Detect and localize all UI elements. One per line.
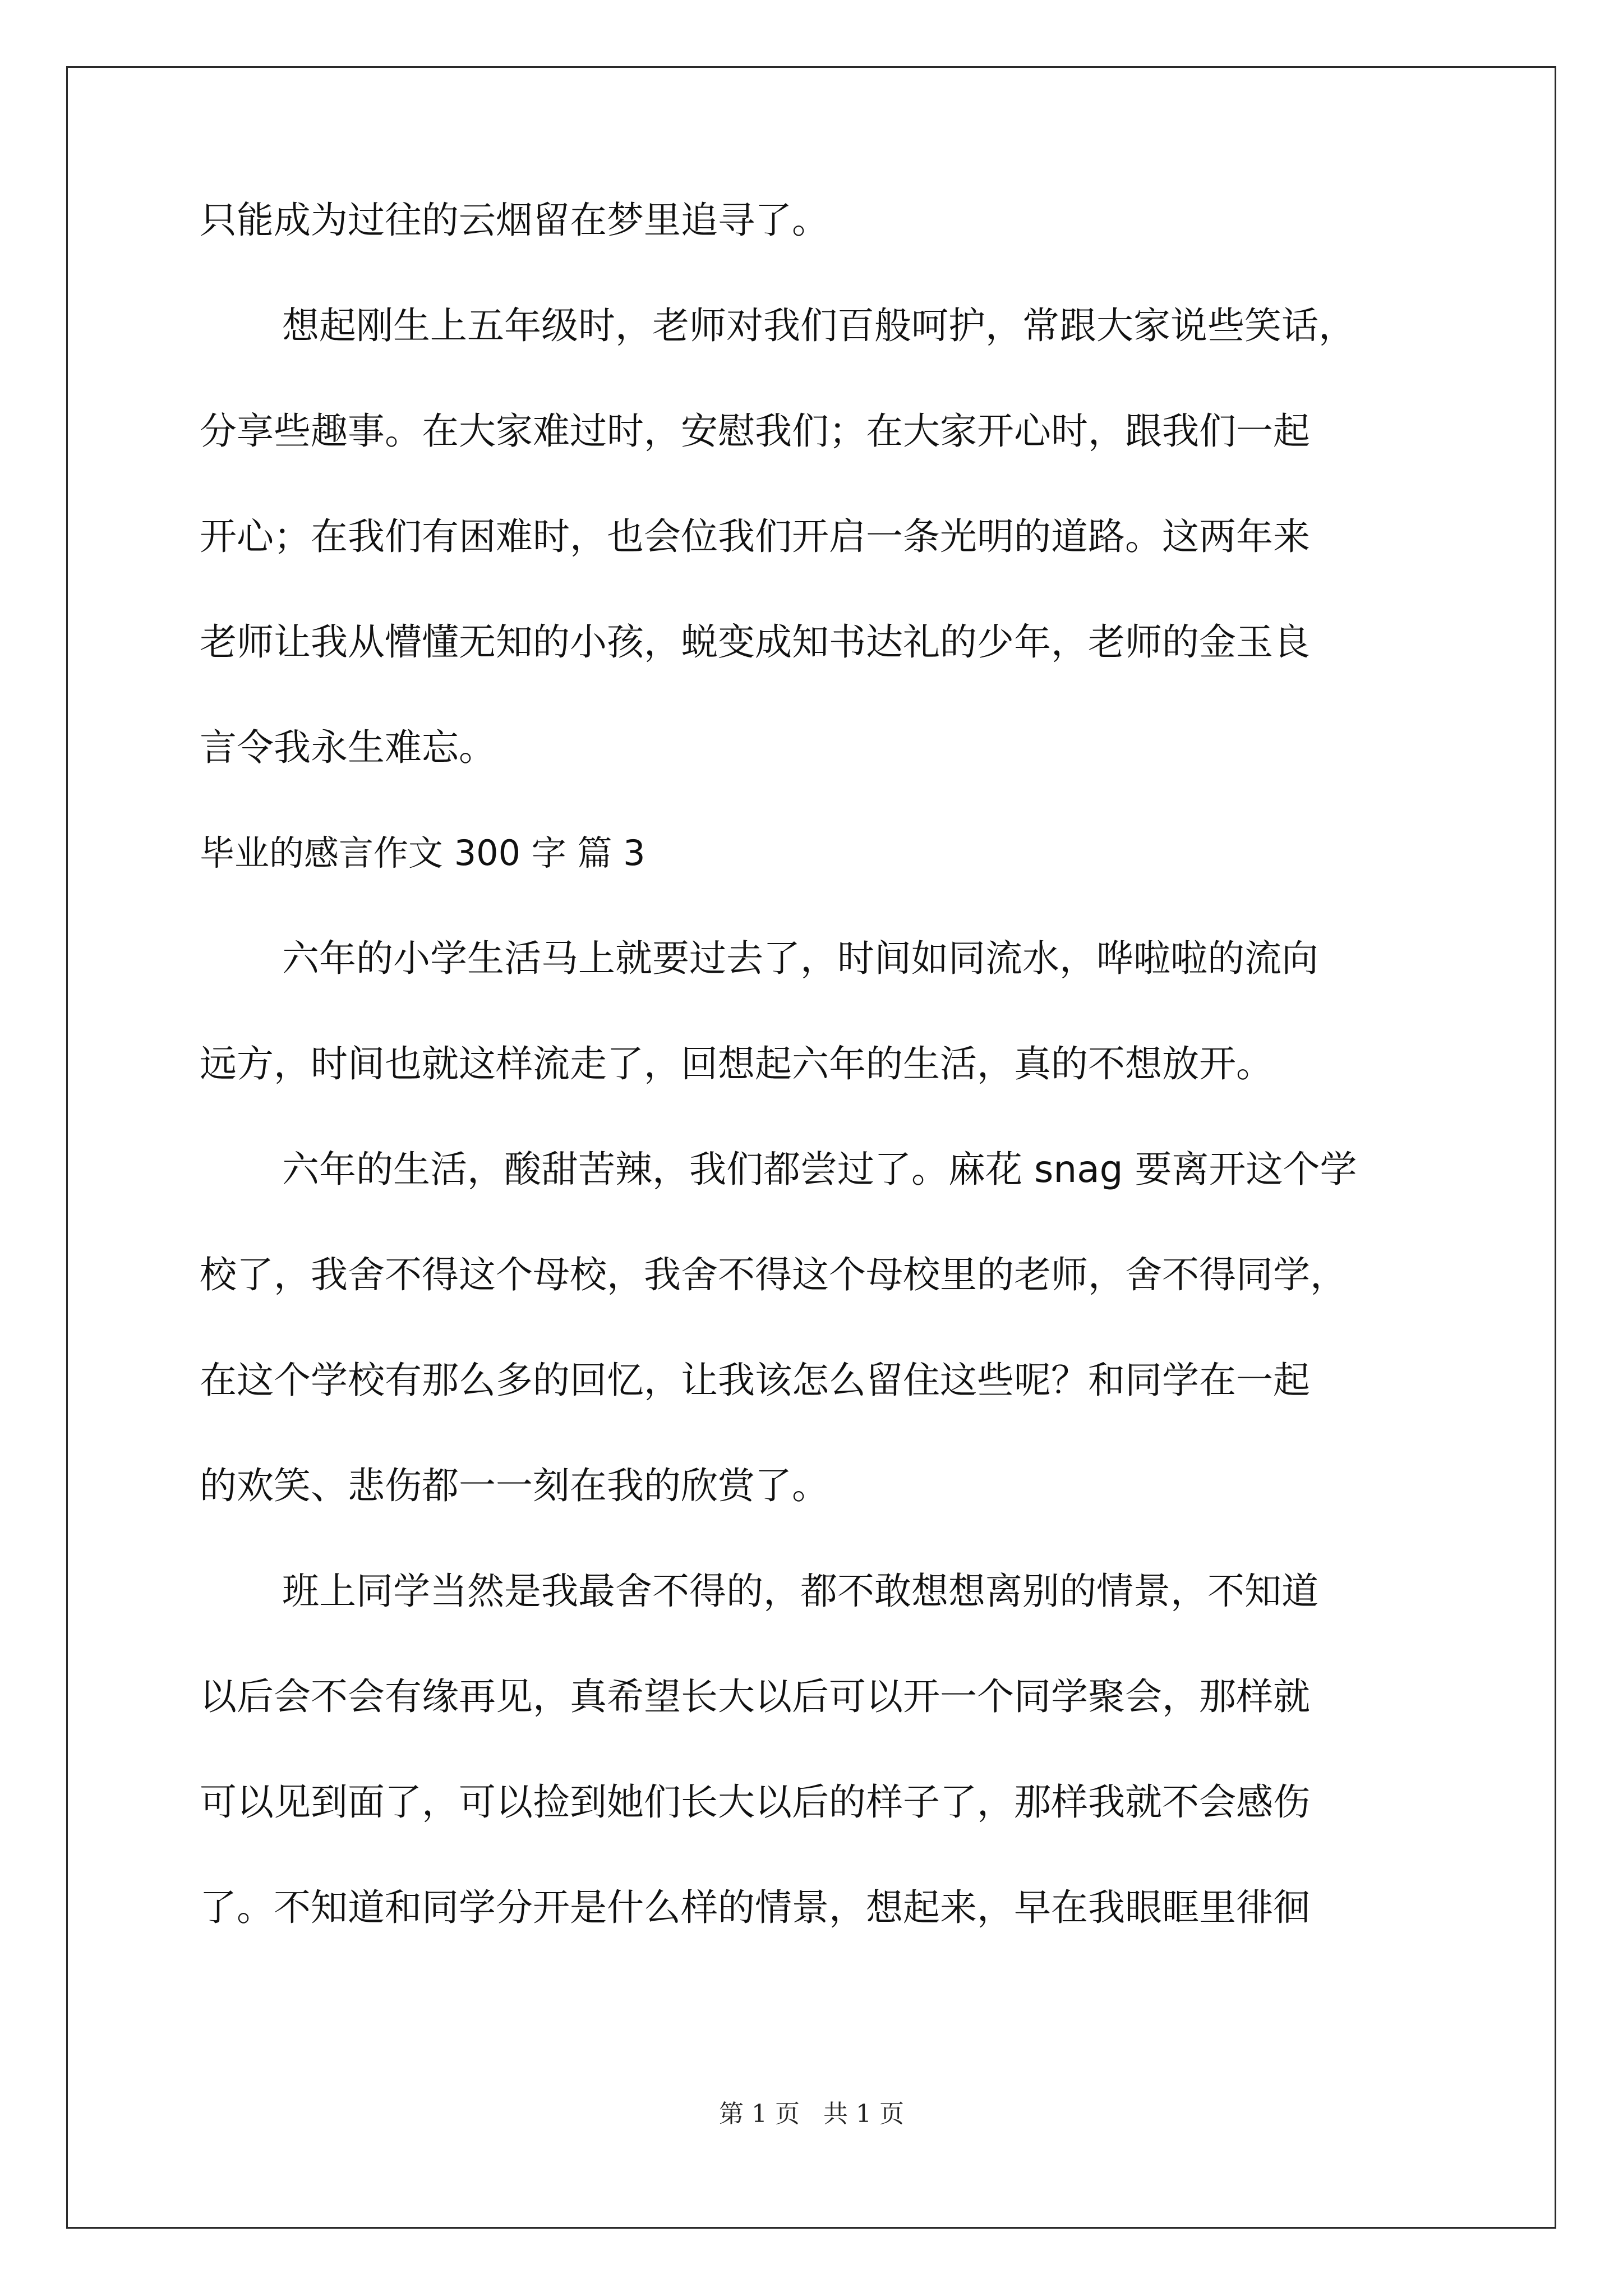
document-body [200, 199, 1450, 1992]
paragraph-line: 分享些趣事。在大家难过时，安慰我们；在大家开心时，跟我们一起 [200, 409, 1310, 453]
paragraph-line: 只能成为过往的云烟留在梦里追寻了。 [200, 199, 829, 242]
paragraph-line: 言令我永生难忘。 [200, 726, 496, 769]
paragraph-line: 班上同学当然是我最舍不得的，都不敢想想离别的情景，不知道 [282, 1570, 1318, 1613]
paragraph-line: 了。不知道和同学分开是什么样的情景，想起来，早在我眼眶里徘徊 [200, 1886, 1310, 1929]
section-heading: 毕业的感言作文 300 字 篇 3 [200, 832, 645, 873]
paragraph-line: 远方，时间也就这样流走了，回想起六年的生活，真的不想放开。 [200, 1042, 1273, 1085]
paragraph-line: 以后会不会有缘再见，真希望长大以后可以开一个同学聚会，那样就 [200, 1675, 1310, 1718]
paragraph-line: 可以见到面了，可以捡到她们长大以后的样子了，那样我就不会感伤 [200, 1780, 1310, 1824]
paragraph-line: 六年的小学生活马上就要过去了，时间如同流水，哗啦啦的流向 [282, 937, 1318, 980]
paragraph-line: 开心；在我们有困难时，也会位我们开启一条光明的道路。这两年来 [200, 515, 1310, 558]
paragraph-line: 想起刚生上五年级时，老师对我们百般呵护，常跟大家说些笑话， [282, 304, 1355, 347]
page-number-footer: 第 1 页 共 1 页 [719, 2100, 904, 2128]
paragraph-line: 校了，我舍不得这个母校，我舍不得这个母校里的老师，舍不得同学， [200, 1253, 1347, 1296]
paragraph-line: 的欢笑、悲伤都一一刻在我的欣赏了。 [200, 1464, 829, 1507]
paragraph-line: 在这个学校有那么多的回忆，让我该怎么留住这些呢？和同学在一起 [200, 1359, 1310, 1402]
paragraph-line: 六年的生活，酸甜苦辣，我们都尝过了。麻花 snag 要离开这个学 [282, 1148, 1357, 1191]
paragraph-line: 老师让我从懵懂无知的小孩，蜕变成知书达礼的少年，老师的金玉良 [200, 620, 1310, 664]
